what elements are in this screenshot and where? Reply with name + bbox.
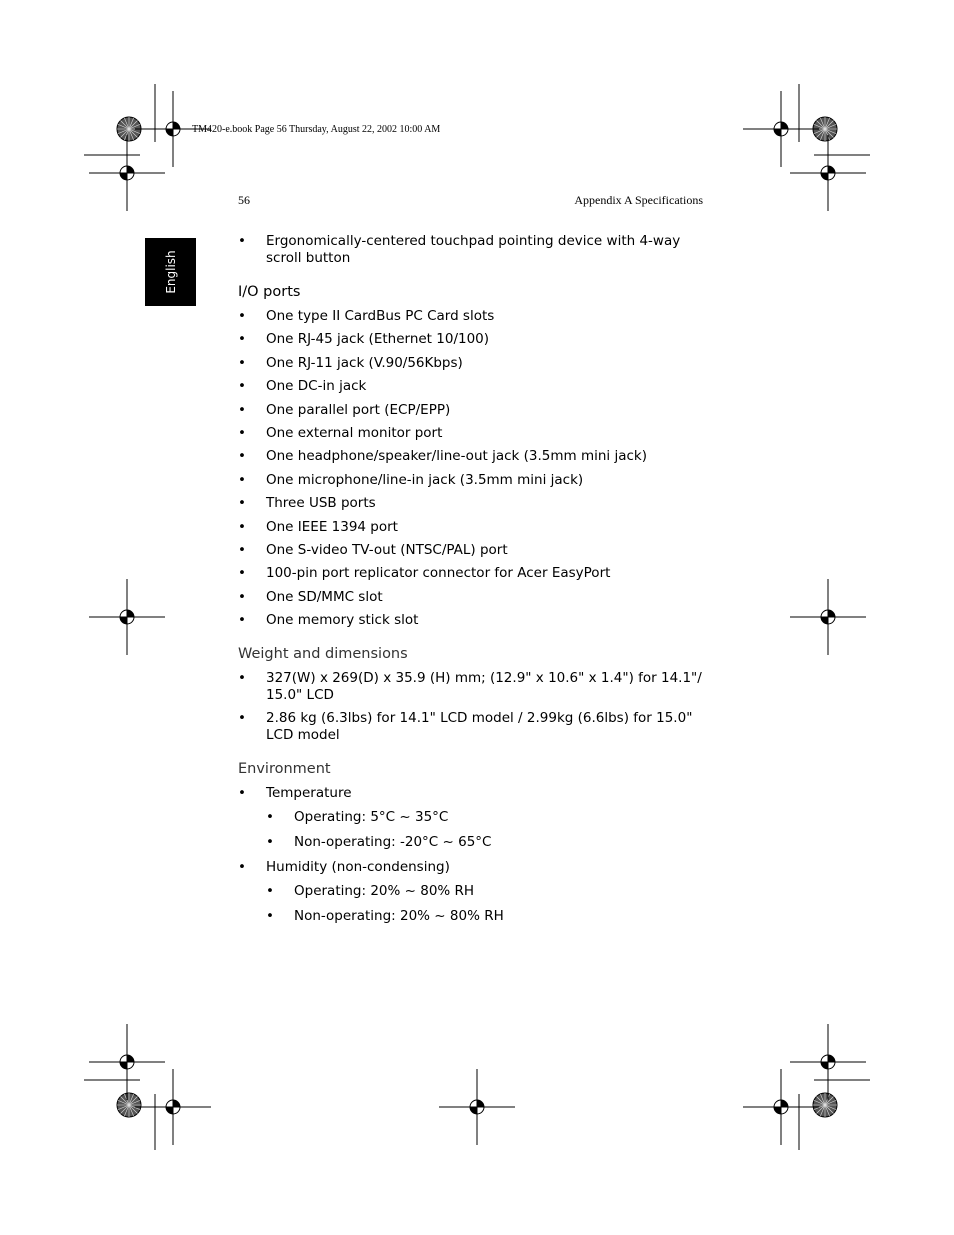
section-heading-weight-dimensions: Weight and dimensions (238, 646, 408, 663)
list-item: • One type II CardBus PC Card slots (238, 308, 708, 325)
language-side-tab-label: English (163, 250, 178, 294)
weight-dimensions-list (238, 670, 708, 744)
list-item: • One SD/MMC slot (238, 589, 708, 606)
sub-list-item: • Non-operating: 20% ~ 80% RH (266, 908, 708, 925)
list-item: • Ergonomically-centered touchpad pointing device with 4-way scroll button (238, 233, 708, 267)
list-item: • One S-video TV-out (NTSC/PAL) port (238, 542, 708, 559)
io-ports-list (238, 308, 708, 629)
sub-list-item: • Non-operating: -20°C ~ 65°C (266, 834, 708, 851)
list-item: • 100-pin port replicator connector for Acer EasyPort (238, 565, 708, 582)
list-item: • One parallel port (ECP/EPP) (238, 402, 708, 419)
sub-list-item: • Operating: 20% ~ 80% RH (266, 883, 708, 900)
environment-list (238, 785, 708, 925)
humidity-label: Humidity (non-condensing) (266, 859, 450, 876)
list-item: • Three USB ports (238, 495, 708, 512)
sub-list-item: • Operating: 5°C ~ 35°C (266, 809, 708, 826)
running-header-title: Appendix A Specifications (574, 193, 703, 207)
page-body (238, 233, 708, 933)
list-item-humidity (238, 859, 708, 925)
list-item: • One microphone/line-in jack (3.5mm mini jack) (238, 472, 708, 489)
list-item: • 327(W) x 269(D) x 35.9 (H) mm; (12.9" x 10.6" x 1.4") for 14.1"/ 15.0" LCD (238, 670, 708, 704)
list-item: • One RJ-11 jack (V.90/56Kbps) (238, 355, 708, 372)
list-item: • One IEEE 1394 port (238, 519, 708, 536)
list-item: • One DC-in jack (238, 378, 708, 395)
language-side-tab (145, 238, 196, 306)
temperature-sublist (266, 809, 708, 851)
continued-bullet-list (238, 233, 708, 267)
list-item: • 2.86 kg (6.3lbs) for 14.1" LCD model / 2.99kg (6.6lbs) for 15.0" LCD model (238, 710, 708, 744)
humidity-sublist (266, 883, 708, 925)
section-heading-io-ports: I/O ports (238, 284, 301, 300)
temperature-label: Temperature (266, 785, 352, 802)
list-item: • One RJ-45 jack (Ethernet 10/100) (238, 331, 708, 348)
list-item: • One headphone/speaker/line-out jack (3.5mm mini jack) (238, 448, 708, 465)
section-heading-environment: Environment (238, 761, 331, 778)
page-number: 56 (238, 193, 250, 207)
list-item: • One external monitor port (238, 425, 708, 442)
list-item: • One memory stick slot (238, 612, 708, 629)
list-item-temperature (238, 785, 708, 851)
print-slug-line: TM420-e.book Page 56 Thursday, August 22, 2002 10:00 AM (192, 124, 441, 135)
